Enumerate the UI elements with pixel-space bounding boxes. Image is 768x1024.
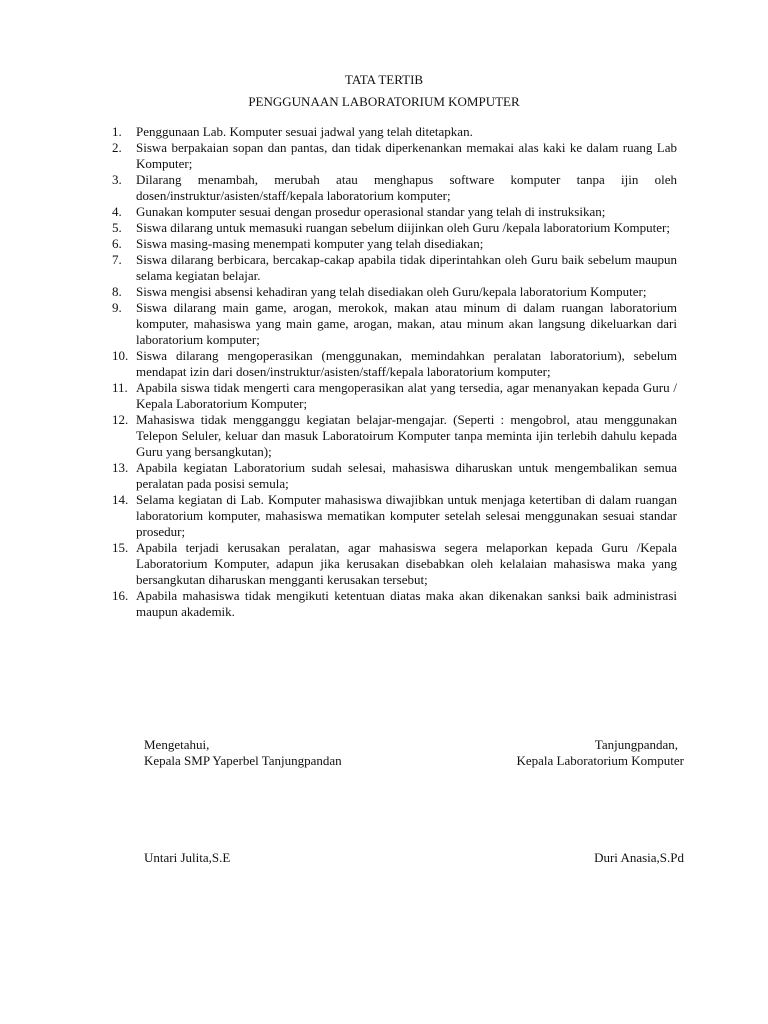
rule-text: Penggunaan Lab. Komputer sesuai jadwal yang telah ditetapkan. [136, 124, 473, 139]
rule-item [112, 380, 677, 412]
document-subtitle: PENGGUNAAN LABORATORIUM KOMPUTER [248, 94, 520, 109]
rule-number: 11. [112, 380, 128, 395]
rule-item [112, 124, 677, 140]
rule-item [112, 412, 677, 460]
rule-number: 8. [112, 284, 122, 299]
rule-text: Siswa mengisi absensi kehadiran yang telah disediakan oleh Guru/kepala laboratorium Komputer; [136, 284, 647, 299]
rule-text: Dilarang menambah, merubah atau menghapus software komputer tanpa ijin oleh dosen/instruktur/asisten/staff/kepala laboratorium komputer; [136, 172, 677, 203]
rule-text: Apabila siswa tidak mengerti cara mengoperasikan alat yang tersedia, agar menanyakan kepada Guru / Kepala Laboratorium Komputer; [136, 380, 677, 411]
lab-head-title: Kepala Laboratorium Komputer [516, 753, 684, 768]
rule-text: Siswa dilarang untuk memasuki ruangan sebelum diijinkan oleh Guru /kepala laboratorium Komputer; [136, 220, 670, 235]
acknowledged-label: Mengetahui, [144, 737, 210, 752]
rule-item [112, 300, 677, 348]
lab-head-name: Duri Anasia,S.Pd [594, 850, 684, 865]
rule-number: 12. [112, 412, 129, 427]
rule-item [112, 588, 677, 620]
rule-number: 7. [112, 252, 122, 267]
rule-number: 6. [112, 236, 122, 251]
rule-text: Apabila mahasiswa tidak mengikuti ketentuan diatas maka akan dikenakan sanksi baik administrasi maupun akademik. [136, 588, 677, 619]
rule-item [112, 220, 677, 236]
rule-number: 9. [112, 300, 122, 315]
principal-name: Untari Julita,S.E [144, 850, 231, 865]
rule-number: 1. [112, 124, 122, 139]
rule-item [112, 492, 677, 540]
rule-number: 2. [112, 140, 122, 155]
rule-text: Siswa masing-masing menempati komputer yang telah disediakan; [136, 236, 484, 251]
rule-number: 15. [112, 540, 129, 555]
rule-item [112, 172, 677, 204]
document-title: TATA TERTIB [344, 72, 424, 87]
rule-text: Siswa dilarang berbicara, bercakap-cakap apabila tidak diperintahkan oleh Guru baik sebelum maupun selama kegiatan belajar. [136, 252, 677, 283]
rule-number: 14. [112, 492, 129, 507]
rule-number: 3. [112, 172, 122, 187]
rule-item [112, 460, 677, 492]
rules-list [112, 124, 677, 620]
rule-item [112, 236, 677, 252]
rule-text: Gunakan komputer sesuai dengan prosedur operasional standar yang telah di instruksikan; [136, 204, 606, 219]
rule-number: 16. [112, 588, 129, 603]
rule-text: Apabila terjadi kerusakan peralatan, agar mahasiswa segera melaporkan kepada Guru /Kepala Laboratorium Komputer, adapun jika kerusakan disebabkan oleh kelalaian mahasiswa maka yang bersangkutan diharuskan mengganti kerusakan tersebut; [136, 540, 677, 587]
rule-text: Siswa dilarang mengoperasikan (menggunakan, memindahkan peralatan laboratorium), sebelum mendapat izin dari dosen/instruktur/asisten/staff/kepala laboratorium komputer; [136, 348, 677, 379]
rule-item [112, 252, 677, 284]
rule-text: Selama kegiatan di Lab. Komputer mahasiswa diwajibkan untuk menjaga ketertiban di dalam ruangan laboratorium komputer, mahasiswa mematikan komputer setelah selesai menggunakan sesuai standar prosedur; [136, 492, 677, 539]
rule-text: Siswa berpakaian sopan dan pantas, dan tidak diperkenankan memakai alas kaki ke dalam ruang Lab Komputer; [136, 140, 677, 171]
rule-number: 10. [112, 348, 129, 363]
rule-text: Siswa dilarang main game, arogan, merokok, makan atau minum di dalam ruangan laboratorium komputer, mahasiswa yang main game, arogan, makan, atau minum akan langsung dikeluarkan dari laboratorium komputer; [136, 300, 677, 347]
rule-number: 13. [112, 460, 129, 475]
rule-text: Mahasiswa tidak mengganggu kegiatan belajar-mengajar. (Seperti : mengobrol, atau menggunakan Telepon Seluler, keluar dan masuk Laboratoirum Komputer tanpa meminta ijin terlebih dahulu kepada Guru yang bersangkutan); [136, 412, 677, 459]
rule-item [112, 540, 677, 588]
place-label: Tanjungpandan, [594, 737, 678, 752]
principal-title: Kepala SMP Yaperbel Tanjungpandan [144, 753, 342, 768]
rule-text: Apabila kegiatan Laboratorium sudah selesai, mahasiswa diharuskan untuk mengembalikan semua peralatan pada posisi semula; [136, 460, 677, 491]
rule-item [112, 204, 677, 220]
rule-number: 5. [112, 220, 122, 235]
rule-item [112, 348, 677, 380]
rule-item [112, 284, 677, 300]
rule-item [112, 140, 677, 172]
rule-number: 4. [112, 204, 122, 219]
